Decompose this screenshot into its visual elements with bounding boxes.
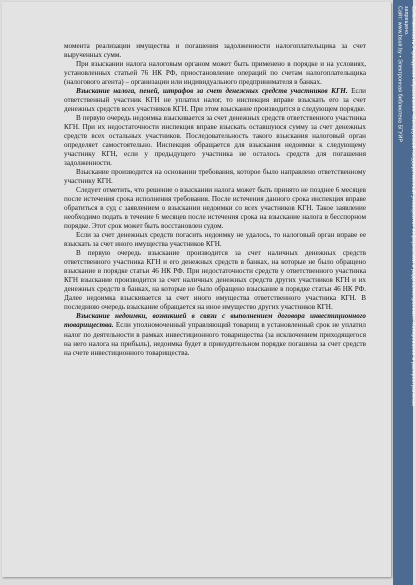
paragraph xyxy=(64,60,366,87)
paragraph-text: Следует отметить, что решение о взыскании налога может быть принято не позднее 6 месяцев после истечения срока исполнения требования. После истечения данного срока инспекция вправе обратиться в суд с заявлением о взыскании недоимки со всех участников КГН. Такое заявление необходимо подать в течение 6 месяцев после истечения срока на взыскание налога в бесспорном порядке. Этот срок может быть восстановлен судом. xyxy=(64,186,366,231)
paragraph-text: Если ответственный участник КГН не уплатил налог, то инспекция вправе взыскать его за счет денежных средств всех участников КГН. При этом взыскание производится в следующем порядке. xyxy=(64,87,366,114)
side-strip-line-2: Сайт: www.bsuir.by • Электронная библиотека БГУИР xyxy=(396,6,403,143)
paragraph xyxy=(64,42,366,60)
paragraph xyxy=(64,87,366,114)
paragraph-lead-heading: Взыскание недоимки, возникшей в связи с выполнением договора инвестиционного товарищества. xyxy=(64,312,366,330)
paragraph-lead-heading: Взыскание налога, пеней, штрафов за счет денежных средств участников КГН. xyxy=(76,87,348,96)
paragraph-text: Взыскание производится на основании требования, которое было направлено ответственному участнику КГН. xyxy=(64,168,366,186)
side-strip-text xyxy=(396,6,416,426)
paragraph-text: В первую очередь взыскание производится за счет наличных денежных средств ответственного участника КГН и его денежных средств в банках, на которые не было обращено взыскание в порядке статьи 46 НК РФ. При недостаточности средств у ответственного участника КГН взыскание производится за счет наличных денежных средств других участников КГН и их денежных средств в банках, на которые не было обращено взыскание в порядке статьи 46 НК РФ. Далее недоимка взыскивается за счет иного имущества ответственного участника КГН. В последнюю очередь взыскание обращается на иное имущество других участников КГН. xyxy=(64,249,366,312)
paragraph-text: момента реализации имущества и погашения задолженности налогоплательщика за счет вырученных сумм. xyxy=(64,42,366,60)
paragraph xyxy=(64,114,366,168)
paragraph-text: В первую очередь недоимка взыскивается за счет денежных средств ответственного участника КГН. При их недостаточности инспекция вправе взыскать оставшуюся сумму за счет денежных средств всех остальных участников. Последовательность такого взыскания налоговый орган определяет самостоятельно. Инспекция обращается для взыскания недоимки к следующему участнику КГН, если у предыдущего участника не осталось средств для погашения задолженности. xyxy=(64,114,366,168)
document-body xyxy=(64,42,366,358)
document-page xyxy=(2,2,391,577)
paragraph xyxy=(64,249,366,312)
paragraph-text: Если за счет денежных средств погасить недоимку не удалось, то налоговый орган вправе ее взыскать за счет иного имущества участников КГН. xyxy=(64,231,366,249)
paragraph-text: При взыскании налога налоговым органом может быть применено в порядке и на условиях, установленных статьей 76 НК РФ, приостановление операций по счетам налогоплательщика (налогового агента) – организации или индивидуального предпринимателя в банках. xyxy=(64,60,366,87)
paragraph xyxy=(64,186,366,231)
paragraph xyxy=(64,312,366,357)
paragraph xyxy=(64,168,366,186)
paragraph-text: Если уполномоченный управляющий товарищ в установленный срок не уплатил налог по деятельности в рамках инвестиционного товарищества (за исключением приходящегося на него налога на прибыль), недоимка будет в принудительном порядке погашена за счет средств на счете инвестиционного товарищества. xyxy=(64,321,366,357)
paragraph xyxy=(64,231,366,249)
side-strip-line-1: Собственность Учреждения образования «Белорусский государственный университет информатики и радиоэлектроники». Копирование и распространение запрещено. xyxy=(403,6,416,407)
